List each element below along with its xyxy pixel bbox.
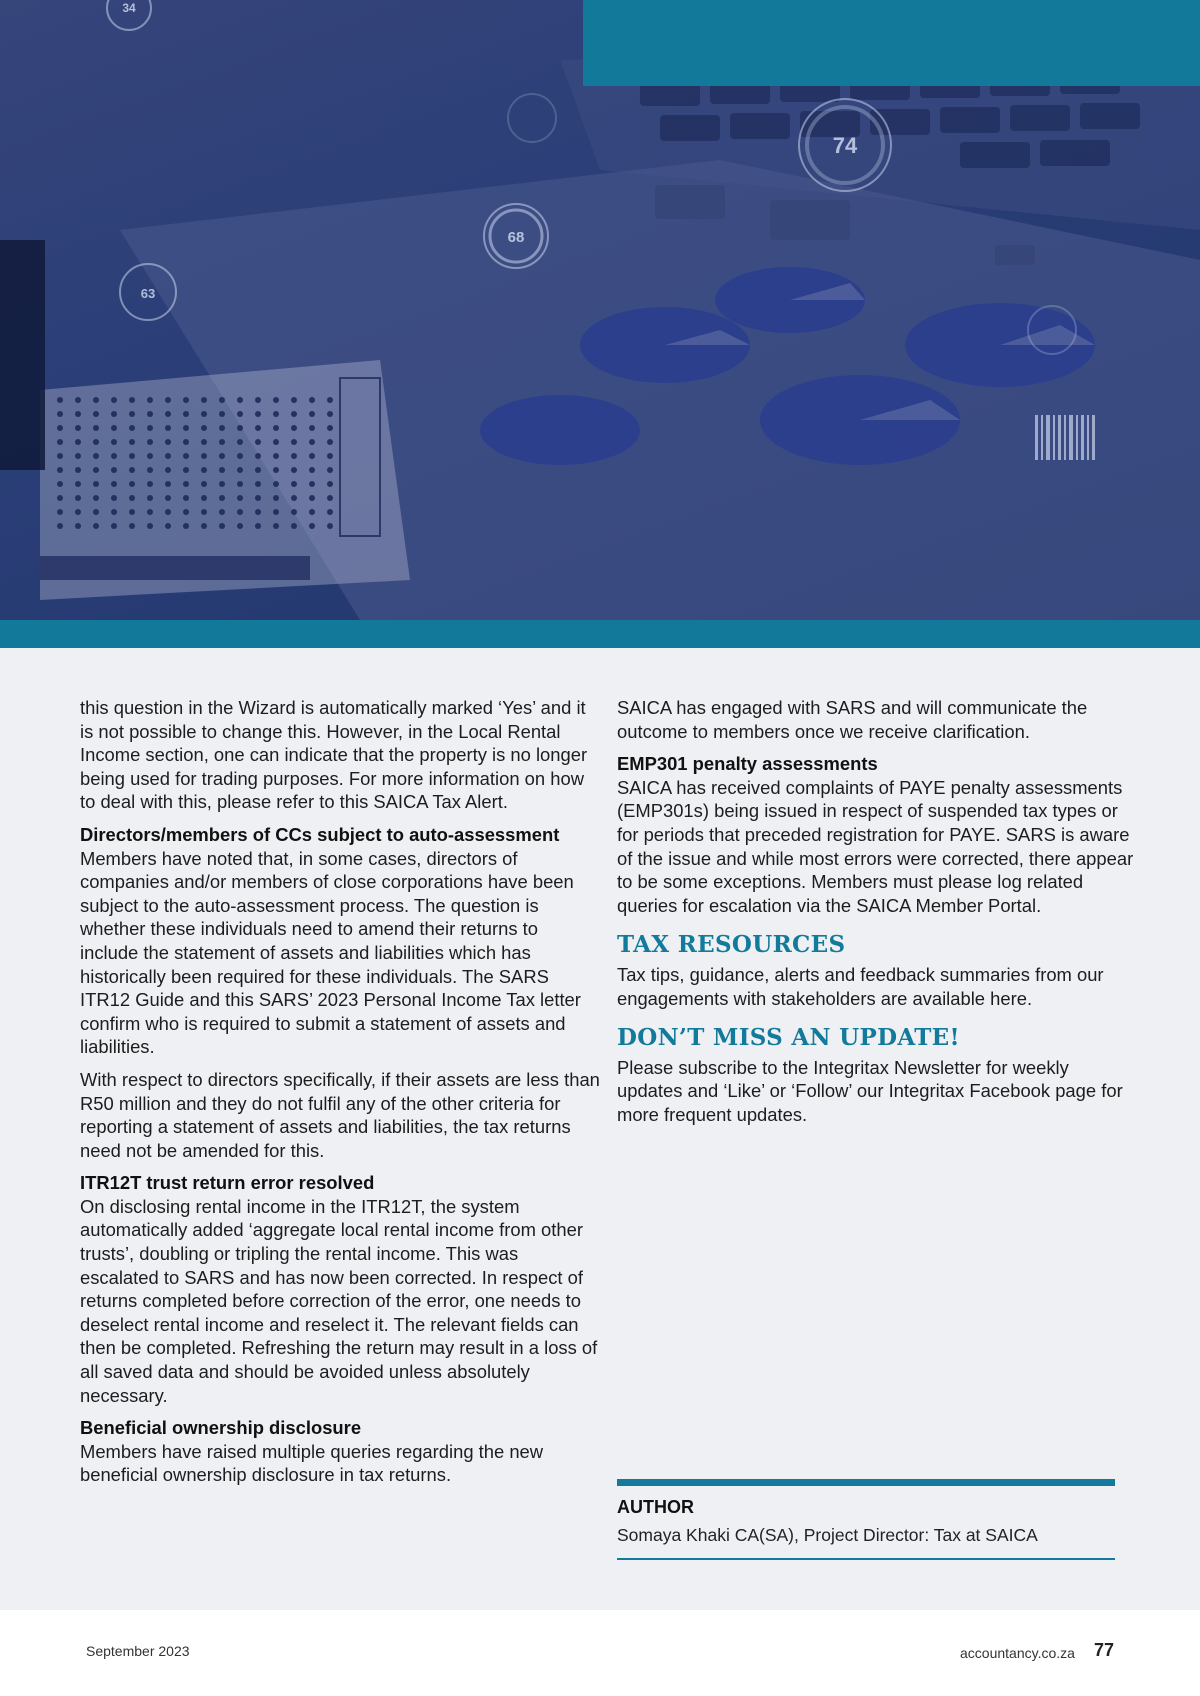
heading-dont-miss-update: DON’T MISS AN UPDATE! <box>617 1024 960 1052</box>
paragraph-saica-engaged: SAICA has engaged with SARS and will communicate the outcome to members once we receive clarification. <box>617 697 1088 742</box>
gauge-68-label: 68 <box>507 229 525 246</box>
paragraph-itr12t: On disclosing rental income in the ITR12T, the system automatically added ‘aggregate local rental income from other trusts’, doubling or tripling the rental income. This was escalated to SARS and has now been corrected. In respect of returns completed before correction of the error, one needs to deselect rental income and reselect it. The relevant fields can then be completed. Refreshing the return may result in a loss of all saved data and should be avoided unless absolutely necessary. <box>80 1195 598 1406</box>
footer-site-link[interactable]: accountancy.co.za <box>960 1645 1075 1661</box>
paragraph-wizard: this question in the Wizard is automatically marked ‘Yes’ and it is not possible to change this. However, in the Local Rental Income section, one can indicate that the property is no longer being used for trading purposes. For more information on how to deal with this, please refer to this SAICA Tax Alert. <box>80 697 588 813</box>
page-footer <box>0 1610 1200 1696</box>
paragraph-emp301: SAICA has received complaints of PAYE penalty assessments (EMP301s) being issued in respect of suspended tax types or for periods that preceded registration for PAYE. SARS is aware of the issue and while most errors were corrected, there appear to be some exceptions. Members must please log related queries for escalation via the SAICA Member Portal. <box>617 776 1134 916</box>
author-name: Somaya Khaki CA(SA), Project Director: Tax at SAICA <box>617 1525 1038 1545</box>
right-column <box>617 696 1137 1136</box>
gauge-74-label: 74 <box>832 133 858 158</box>
gauge-63-label: 63 <box>140 286 156 301</box>
hero-illustration <box>0 0 1200 620</box>
heading-itr12t: ITR12T trust return error resolved <box>80 1172 375 1194</box>
hero-accent-tab <box>583 0 1200 86</box>
left-column <box>80 696 600 1496</box>
heading-emp301: EMP301 penalty assessments <box>617 753 878 775</box>
hero-image <box>0 0 1200 620</box>
paragraph-directors-1: Members have noted that, in some cases, directors of companies and/or members of close corporations have been subject to the auto-assessment process. The question is whether these individuals need to amend their returns to include the statement of assets and liabilities which has historically been required for these individuals. The SARS ITR12 Guide and this SARS’ 2023 Personal Income Tax letter confirm who is required to submit a statement of assets and liabilities. <box>80 847 581 1058</box>
author-bottom-rule <box>617 1558 1115 1560</box>
paragraph-directors-2: With respect to directors specifically, if their assets are less than R50 million and they do not fulfil any of the other criteria for reporting a statement of assets and liabilities, the tax returns need not be amended for this. <box>80 1068 600 1161</box>
paragraph-tax-resources: Tax tips, guidance, alerts and feedback summaries from our engagements with stakeholders are available here. <box>617 963 1104 1009</box>
page-number: 77 <box>1094 1640 1115 1660</box>
gauge-34-label: 34 <box>122 1 136 15</box>
heading-beneficial-ownership: Beneficial ownership disclosure <box>80 1417 362 1439</box>
heading-directors: Directors/members of CCs subject to auto-assessment <box>80 823 560 845</box>
paragraph-newsletter: Please subscribe to the Integritax Newsletter for weekly updates and ‘Like’ or ‘Follow’ our Integritax Facebook page for more frequent updates. <box>617 1056 1123 1125</box>
author-top-rule <box>617 1479 1115 1486</box>
hero-accent-strip <box>0 620 1200 648</box>
heading-tax-resources: TAX RESOURCES <box>617 931 846 959</box>
footer-date: September 2023 <box>86 1643 190 1659</box>
paragraph-beneficial-ownership: Members have raised multiple queries regarding the new beneficial ownership disclosure in tax returns. <box>80 1440 544 1486</box>
author-label: AUTHOR <box>617 1497 694 1517</box>
